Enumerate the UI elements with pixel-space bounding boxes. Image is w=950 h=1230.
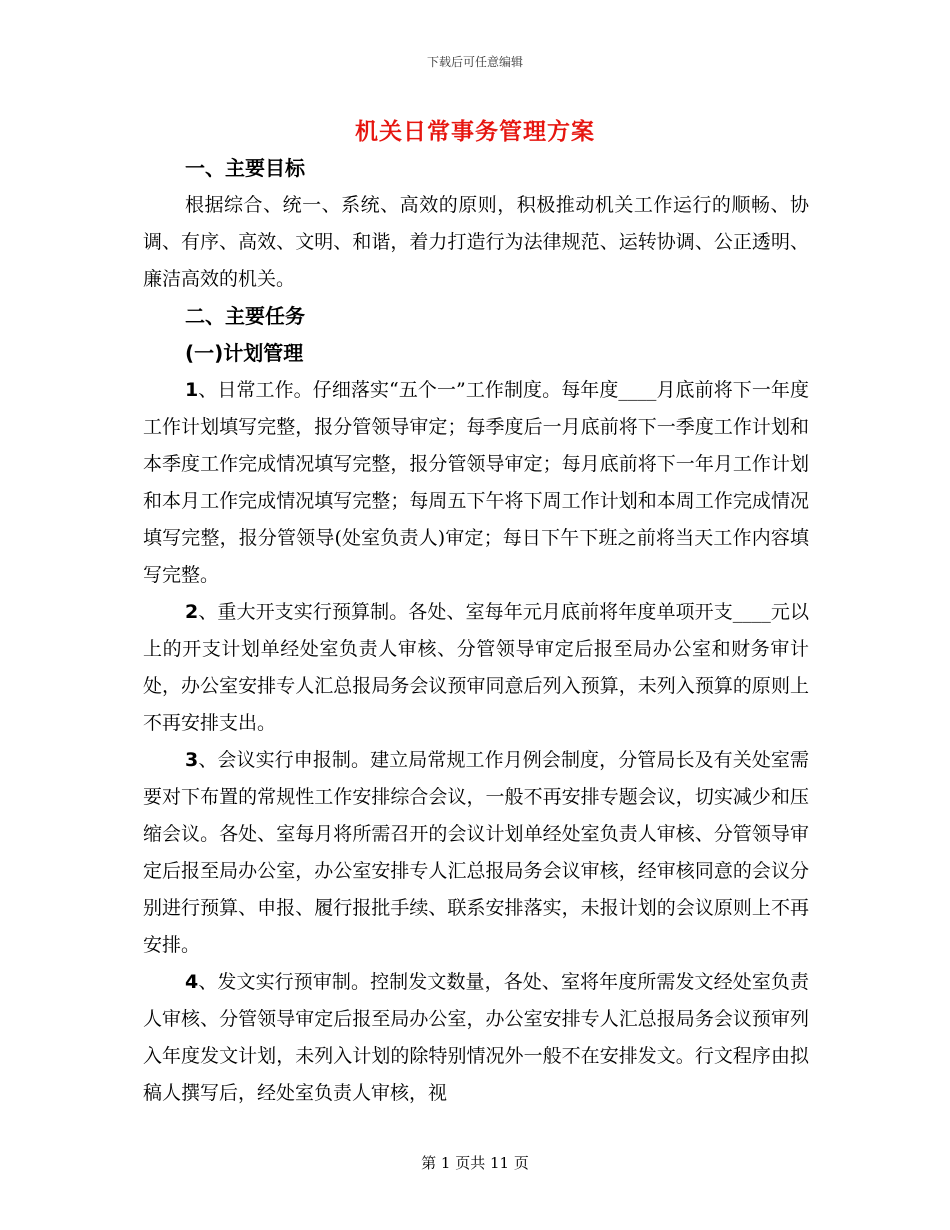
item-number: 4 [185, 971, 199, 993]
paragraph-item-2 [143, 594, 809, 742]
section-heading-goals: 一、主要目标 [185, 156, 305, 180]
section-heading-tasks: 二、主要任务 [185, 304, 305, 328]
item-text: 、发文实行预审制。控制发文数量，各处、室将年度所需发文经处室负责人审核、分管领导审定后报至局办公室，办公室安排专人汇总报局务会议预审列入年度发文计划，未列入计划的除特别情况外一般不在安排发文。行文程序由拟稿人撰写后，经处室负责人审核，视 [143, 971, 809, 1104]
item-text: 、会议实行申报制。建立局常规工作月例会制度，分管局长及有关处室需要对下布置的常规性工作安排综合会议，一般不再安排专题会议，切实减少和压缩会议。各处、室每月将所需召开的会议计划单经处室负责人审核、分管领导审定后报至局办公室，办公室安排专人汇总报局务会议审核，经审核同意的会议分别进行预算、申报、履行报批手续、联系安排落实，未报计划的会议原则上不再安排。 [143, 749, 809, 956]
paragraph-item-3 [143, 742, 809, 964]
document-body [143, 150, 809, 1112]
item-number: 2 [185, 601, 199, 623]
paragraph-item-4 [143, 964, 809, 1112]
header-note: 下载后可任意编辑 [426, 55, 523, 69]
paragraph-goals: 根据综合、统一、系统、高效的原则，积极推动机关工作运行的顺畅、协调、有序、高效、文明、和谐，着力打造行为法律规范、运转协调、公正透明、廉洁高效的机关。 [143, 194, 809, 290]
page-footer: 第 1 页共 11 页 [421, 1154, 529, 1172]
item-text: 、重大开支实行预算制。各处、室每年元月底前将年度单项开支____元以上的开支计划单经处室负责人审核、分管领导审定后报至局办公室和财务审计处，办公室安排专人汇总报局务会议预审同意后列入预算，未列入预算的原则上不再安排支出。 [143, 601, 809, 734]
subsection-heading-plan: (一)计划管理 [185, 341, 304, 365]
item-number: 3 [185, 749, 199, 771]
page-title: 机关日常事务管理方案 [355, 119, 595, 145]
item-number: 1 [185, 379, 199, 401]
paragraph-item-1 [143, 372, 809, 594]
item-text: 、日常工作。仔细落实“五个一”工作制度。每年度____月底前将下一年度工作计划填写完整，报分管领导审定；每季度后一月底前将下一季度工作计划和本季度工作完成情况填写完整，报分管领导审定；每月底前将下一年月工作计划和本月工作完成情况填写完整；每周五下午将下周工作计划和本周工作完成情况填写完整，报分管领导(处室负责人)审定；每日下午下班之前将当天工作内容填写完整。 [143, 379, 809, 586]
